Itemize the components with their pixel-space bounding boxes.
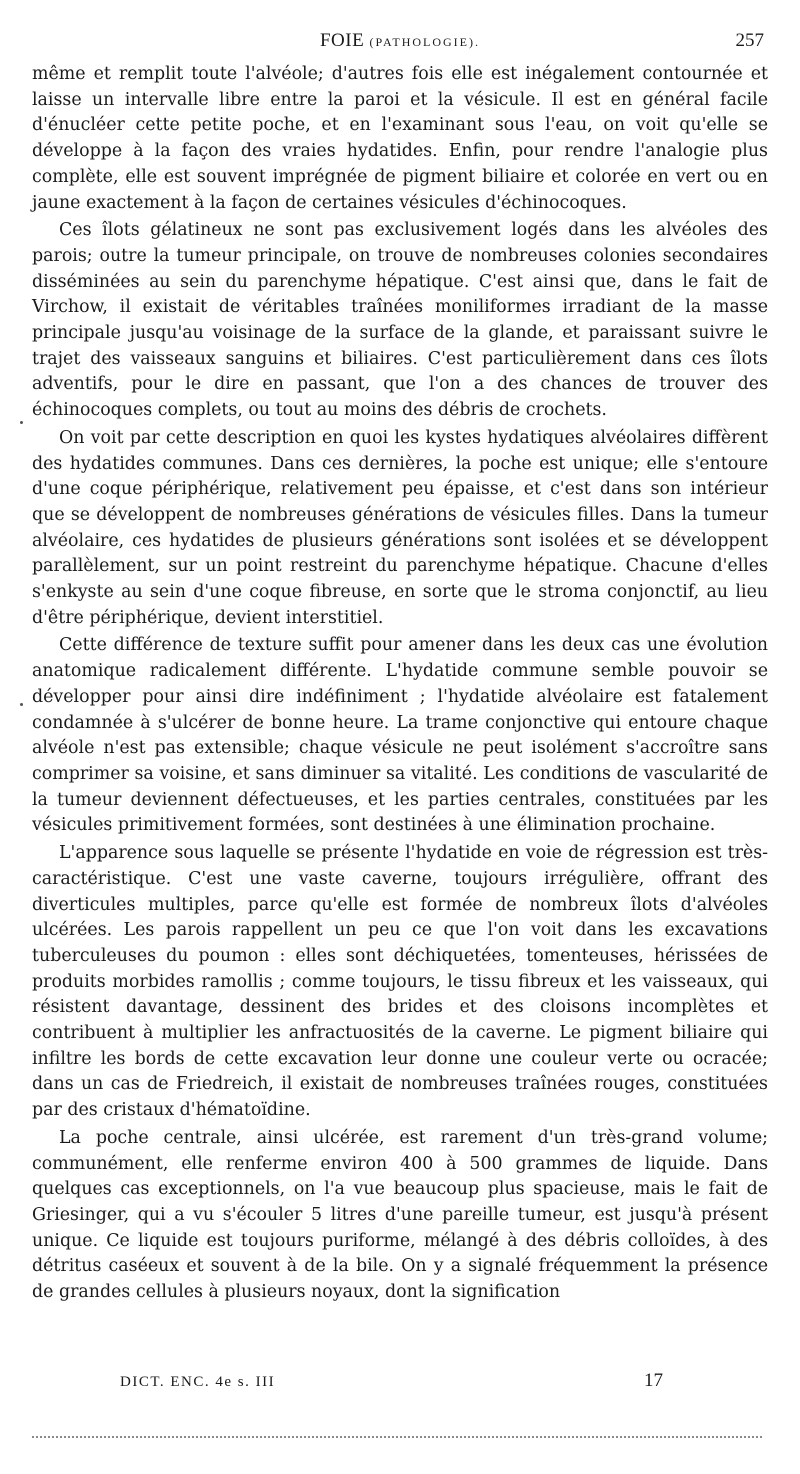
running-title — [32, 30, 768, 52]
dotted-rule — [32, 1436, 762, 1438]
body-text — [32, 62, 768, 1306]
paragraph-5: L'apparence sous laquelle se présente l'hydatide en voie de régression est très-caractéristique. C'est une vaste caverne, toujours irrégulière, offrant des diverticules multiples, parce qu'elle est formée de nombreux îlots d'alvéoles ulcérées. Les parois rappellent un peu ce que l'on voit dans les excavations tuberculeuses du poumon : elles sont déchiquetées, tomenteuses, hérissées de produits morbides ramollis ; comme toujours, le tissu fibreux et les vaisseaux, qui résistent davantage, dessinent des brides et des cloisons incomplètes et contribuent à multiplier les anfractuosités de la caverne. Le pigment biliaire qui infiltre les bords de cette excavation leur donne une couleur verte ou ocracée; dans un cas de Friedreich, il existait de nombreuses traînées rouges, constituées par des cristaux d'hématoïdine. — [32, 843, 768, 1121]
running-title-sub: (PATHOLOGIE). — [369, 35, 481, 49]
paragraph-3: On voit par cette description en quoi les kystes hydatiques alvéolaires diffèrent des hydatides communes. Dans ces dernières, la poche est unique; elle s'entoure d'une coque périphérique, relativement peu épaisse, et c'est dans son intérieur que se développent de nombreuses générations de vésicules filles. Dans la tumeur alvéolaire, ces hydatides de plusieurs générations sont isolées et se développent parallèlement, sur un point restreint du parenchyme hépatique. Chacune d'elles s'enkyste au sein d'une coque fibreuse, en sorte que le stroma conjonctif, au lieu d'être périphérique, devient interstitiel. — [32, 427, 768, 628]
running-title-main: FOIE — [319, 30, 365, 51]
running-header — [32, 30, 768, 56]
margin-speck — [20, 421, 23, 424]
paragraph-1: même et remplit toute l'alvéole; d'autres fois elle est inégalement contournée et laisse un intervalle libre entre la paroi et la vésicule. Il est en général facile d'énucléer cette petite poche, et en l'examinant sous l'eau, on voit qu'elle se développe à la façon des vraies hydatides. Enfin, pour rendre l'analogie plus complète, elle est souvent imprégnée de pigment biliaire et colorée en vert ou en jaune exactement à la façon de certaines vésicules d'échinocoques. — [32, 64, 768, 213]
page-number: 257 — [735, 30, 764, 51]
paragraph-2: Ces îlots gélatineux ne sont pas exclusivement logés dans les alvéoles des parois; outre la tumeur principale, on trouve de nombreuses colonies secondaires disséminées au sein du parenchyme hépatique. C'est ainsi que, dans le fait de Virchow, il existait de véritables traînées moniliformes irradiant de la masse principale jusqu'au voisinage de la surface de la glande, et paraissant suivre le trajet des vaisseaux sanguins et biliaires. C'est particulièrement dans ces îlots adventifs, pour le dire en passant, que l'on a des chances de trouver des échinocoques complets, ou tout au moins des débris de crochets. — [32, 220, 768, 421]
signature-number: 17 — [644, 1370, 663, 1391]
page-footer — [32, 1370, 768, 1400]
paragraph-6: La poche centrale, ainsi ulcérée, est rarement d'un très-grand volume; communément, elle renferme environ 400 à 500 grammes de liquide. Dans quelques cas exceptionnels, on l'a vue beaucoup plus spacieuse, mais le fait de Griesinger, qui a vu s'écouler 5 litres d'une pareille tumeur, est jusqu'à présent unique. Ce liquide est toujours puriforme, mélangé à des débris colloïdes, à des détritus caséeux et souvent à de la bile. On y a signalé fréquemment la présence de grandes cellules à plusieurs noyaux, dont la signification — [32, 1127, 768, 1303]
printer-signature: DICT. ENC. 4e s. III — [120, 1374, 276, 1390]
paragraph-4: Cette différence de texture suffit pour amener dans les deux cas une évolution anatomique radicalement différente. L'hydatide commune semble pouvoir se développer pour ainsi dire indéfiniment ; l'hydatide alvéolaire est fatalement condamnée à s'ulcérer de bonne heure. La trame conjonctive qui entoure chaque alvéole n'est pas extensible; chaque vésicule ne peut isolément s'accroître sans comprimer sa voisine, et sans diminuer sa vitalité. Les conditions de vascularité de la tumeur deviennent défectueuses, et les parties centrales, constituées par les vésicules primitivement formées, sont destinées à une élimination prochaine. — [32, 635, 768, 836]
margin-speck — [20, 703, 23, 706]
